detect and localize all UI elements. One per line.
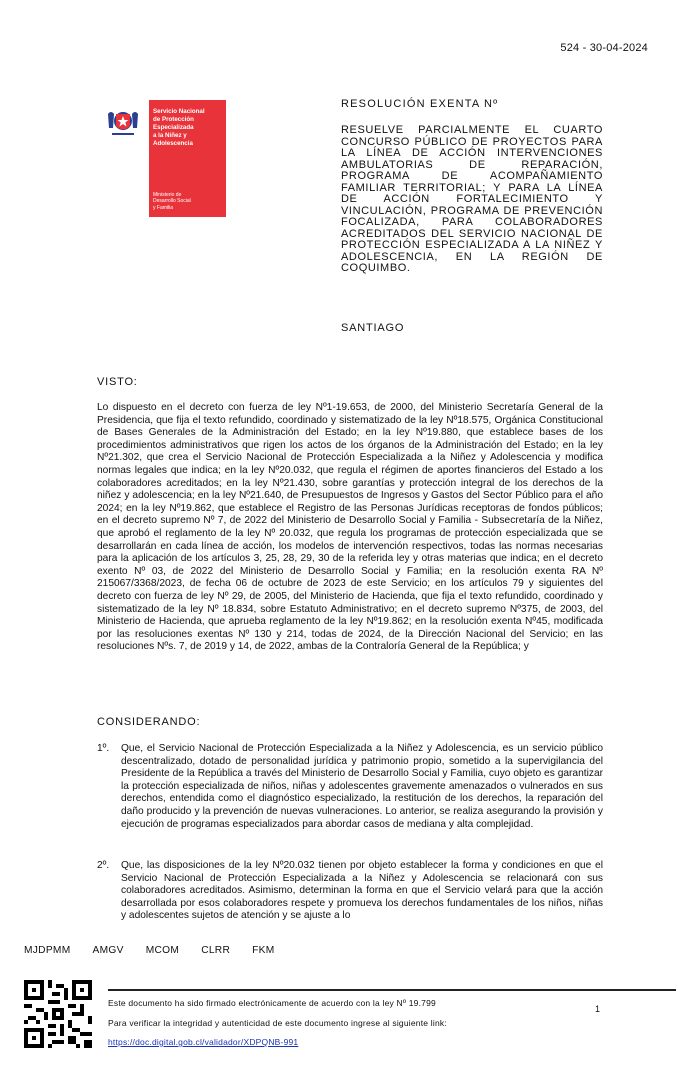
agency-name-line: a la Niñez y (153, 132, 187, 139)
footer-divider (108, 989, 676, 991)
verification-instructions: Para verificar la integridad y autenticidad de este documento ingrese al siguiente link: (108, 1018, 447, 1028)
verification-link[interactable]: https://doc.digital.gob.cl/validador/XDPQNB-991 (108, 1037, 299, 1047)
initials: CLRR (201, 945, 231, 956)
city: SANTIAGO (341, 322, 405, 334)
resolution-label: RESOLUCIÓN EXENTA Nº (341, 98, 499, 110)
agency-name-line: Especializada (153, 124, 194, 131)
agency-name-line: de Protección (153, 116, 194, 123)
considerando-item (97, 743, 603, 831)
initials: FKM (252, 945, 275, 956)
item-number: 1º. (97, 743, 110, 754)
document-number: 524 - 30-04-2024 (560, 42, 648, 54)
ministry-name-line: Ministerio de (153, 191, 182, 198)
ministry-name-line: y Familia (153, 204, 174, 211)
initials-row (24, 945, 275, 956)
agency-logo (97, 100, 226, 217)
initials: MJDPMM (24, 945, 71, 956)
coat-of-arms-icon (97, 100, 149, 217)
resolution-summary: RESUELVE PARCIALMENTE EL CUARTO CONCURSO PÚBLICO DE PROYECTOS PARA LA LÍNEA DE ACCIÓN INTERVENCIONES AMBULATORIAS DE REPARACIÓN, PROGRAMA DE ACOMPAÑAMIENTO FAMILIAR TERRITORIAL; Y PARA LA LÍNEA DE ACCIÓN FORTALECIMIENTO Y VINCULACIÓN, PROGRAMA DE PREVENCIÓN FOCALIZADA, PARA COLABORADORES ACREDITADOS DEL SERVICIO NACIONAL DE PROTECCIÓN ESPECIALIZADA A LA NIÑEZ Y ADOLESCENCIA, EN LA REGIÓN DE COQUIMBO. (341, 124, 603, 274)
agency-name-line: Servicio Nacional (153, 108, 205, 115)
ministry-name (153, 192, 191, 212)
item-text: Que, el Servicio Nacional de Protección Especializada a la Niñez y Adolescencia, es un servicio público descentralizado, dotado de personalidad jurídica y patrimonio propio, sometido a la supervigilancia del Presidente de la República a través del Ministerio de Desarrollo Social y Familia, cuyo objeto es garantizar la protección especializada de niños, niñas y adolescentes gravemente amenazados o vulnerados en sus derechos, entendida como el diagnóstico especializado, la restitución de los derechos, la reparación del daño producido y la prevención de nuevas vulneraciones. Lo anterior, se realiza asegurando la provisión y ejecución de programas especializados para abordar casos de mediana y alta complejidad. (121, 743, 603, 830)
initials: AMGV (92, 945, 124, 956)
considerando-item (97, 860, 603, 923)
considerando-heading: CONSIDERANDO: (97, 716, 201, 728)
agency-name-line: Adolescencia (153, 140, 193, 147)
signature-notice: Este documento ha sido firmado electrónicamente de acuerdo con la ley Nº 19.799 (108, 998, 436, 1008)
agency-name-panel (149, 100, 226, 217)
ministry-name-line: Desarrollo Social (153, 198, 191, 204)
qr-code-icon (24, 980, 92, 1048)
initials: MCOM (145, 945, 180, 956)
visto-paragraph: Lo dispuesto en el decreto con fuerza de ley Nº1-19.653, de 2000, del Ministerio Secretaría General de la Presidencia, que fija el texto refundido, coordinado y sistematizado de la ley Nº18.575, Orgánica Constitucional de Bases Generales de la Administración del Estado; en la ley Nº19.880, que establece bases de los procedimientos administrativos que rigen los actos de los órganos de la Administración del Estado; en la ley Nº21.302, que crea el Servicio Nacional de Protección Especializada a la Niñez y Adolescencia y modifica normas legales que indica; en la ley Nº20.032, que regula el régimen de aportes financieros del Estado a los colaboradores acreditados; en la ley Nº21.430, sobre garantías y protección integral de los derechos de la niñez y adolescencia; en la ley Nº21.640, de Presupuestos de Ingresos y Gastos del Sector Público para el año 2024; en la ley Nº19.862, que establece el Registro de las Personas Jurídicas receptoras de fondos públicos; en el decreto supremo Nº 7, de 2022 del Ministerio de Desarrollo Social y Familia - Subsecretaría de la Niñez, que aprobó el reglamento de la ley Nº 20.032, que regula los programas de protección especializada que se desarrollarán en cada línea de acción, los modelos de intervención respectivos, todas las normas necesarias para la aplicación de los artículos 3, 25, 28, 29, 30 de la referida ley y otras materias que indica; en el decreto exento Nº 03, de 2022 del Ministerio de Desarrollo Social y Familia; en la resolución exenta RA Nº 215067/3368/2023, de fecha 06 de octubre de 2023 de este Servicio; en los artículos 79 y siguientes del decreto con fuerza de ley Nº 29, de 2005, del Ministerio de Hacienda, que fija el texto refundido, coordinado y sistematizado de la ley Nº 18.834, sobre Estatuto Administrativo; en el decreto supremo Nº375, de 2003, del Ministerio de Hacienda, que aprueba reglamento de la ley Nº19.862; en la resolución exenta Nº45, modificada por las resoluciones exentas Nº 130 y 214, todas de 2024, de la Dirección Nacional del Servicio; en las resoluciones Nºs. 7, de 2019 y 14, de 2022, ambas de la Contraloría General de la República; y (97, 402, 603, 653)
item-text: Que, las disposiciones de la ley Nº20.032 tienen por objeto establecer la forma y condiciones en que el Servicio Nacional de Protección Especializada a la Niñez y Adolescencia se relacionará con sus colaboradores acreditados. Asimismo, determinan la forma en que el Servicio velará para que la acción desarrollada por esos colaboradores respete y promueva los derechos fundamentales de los niños, niñas y adolescentes sujetos de atención y se ajuste a lo (121, 860, 603, 922)
item-number: 2º. (97, 860, 110, 871)
visto-heading: VISTO: (97, 376, 138, 388)
page-number: 1 (595, 1004, 601, 1014)
